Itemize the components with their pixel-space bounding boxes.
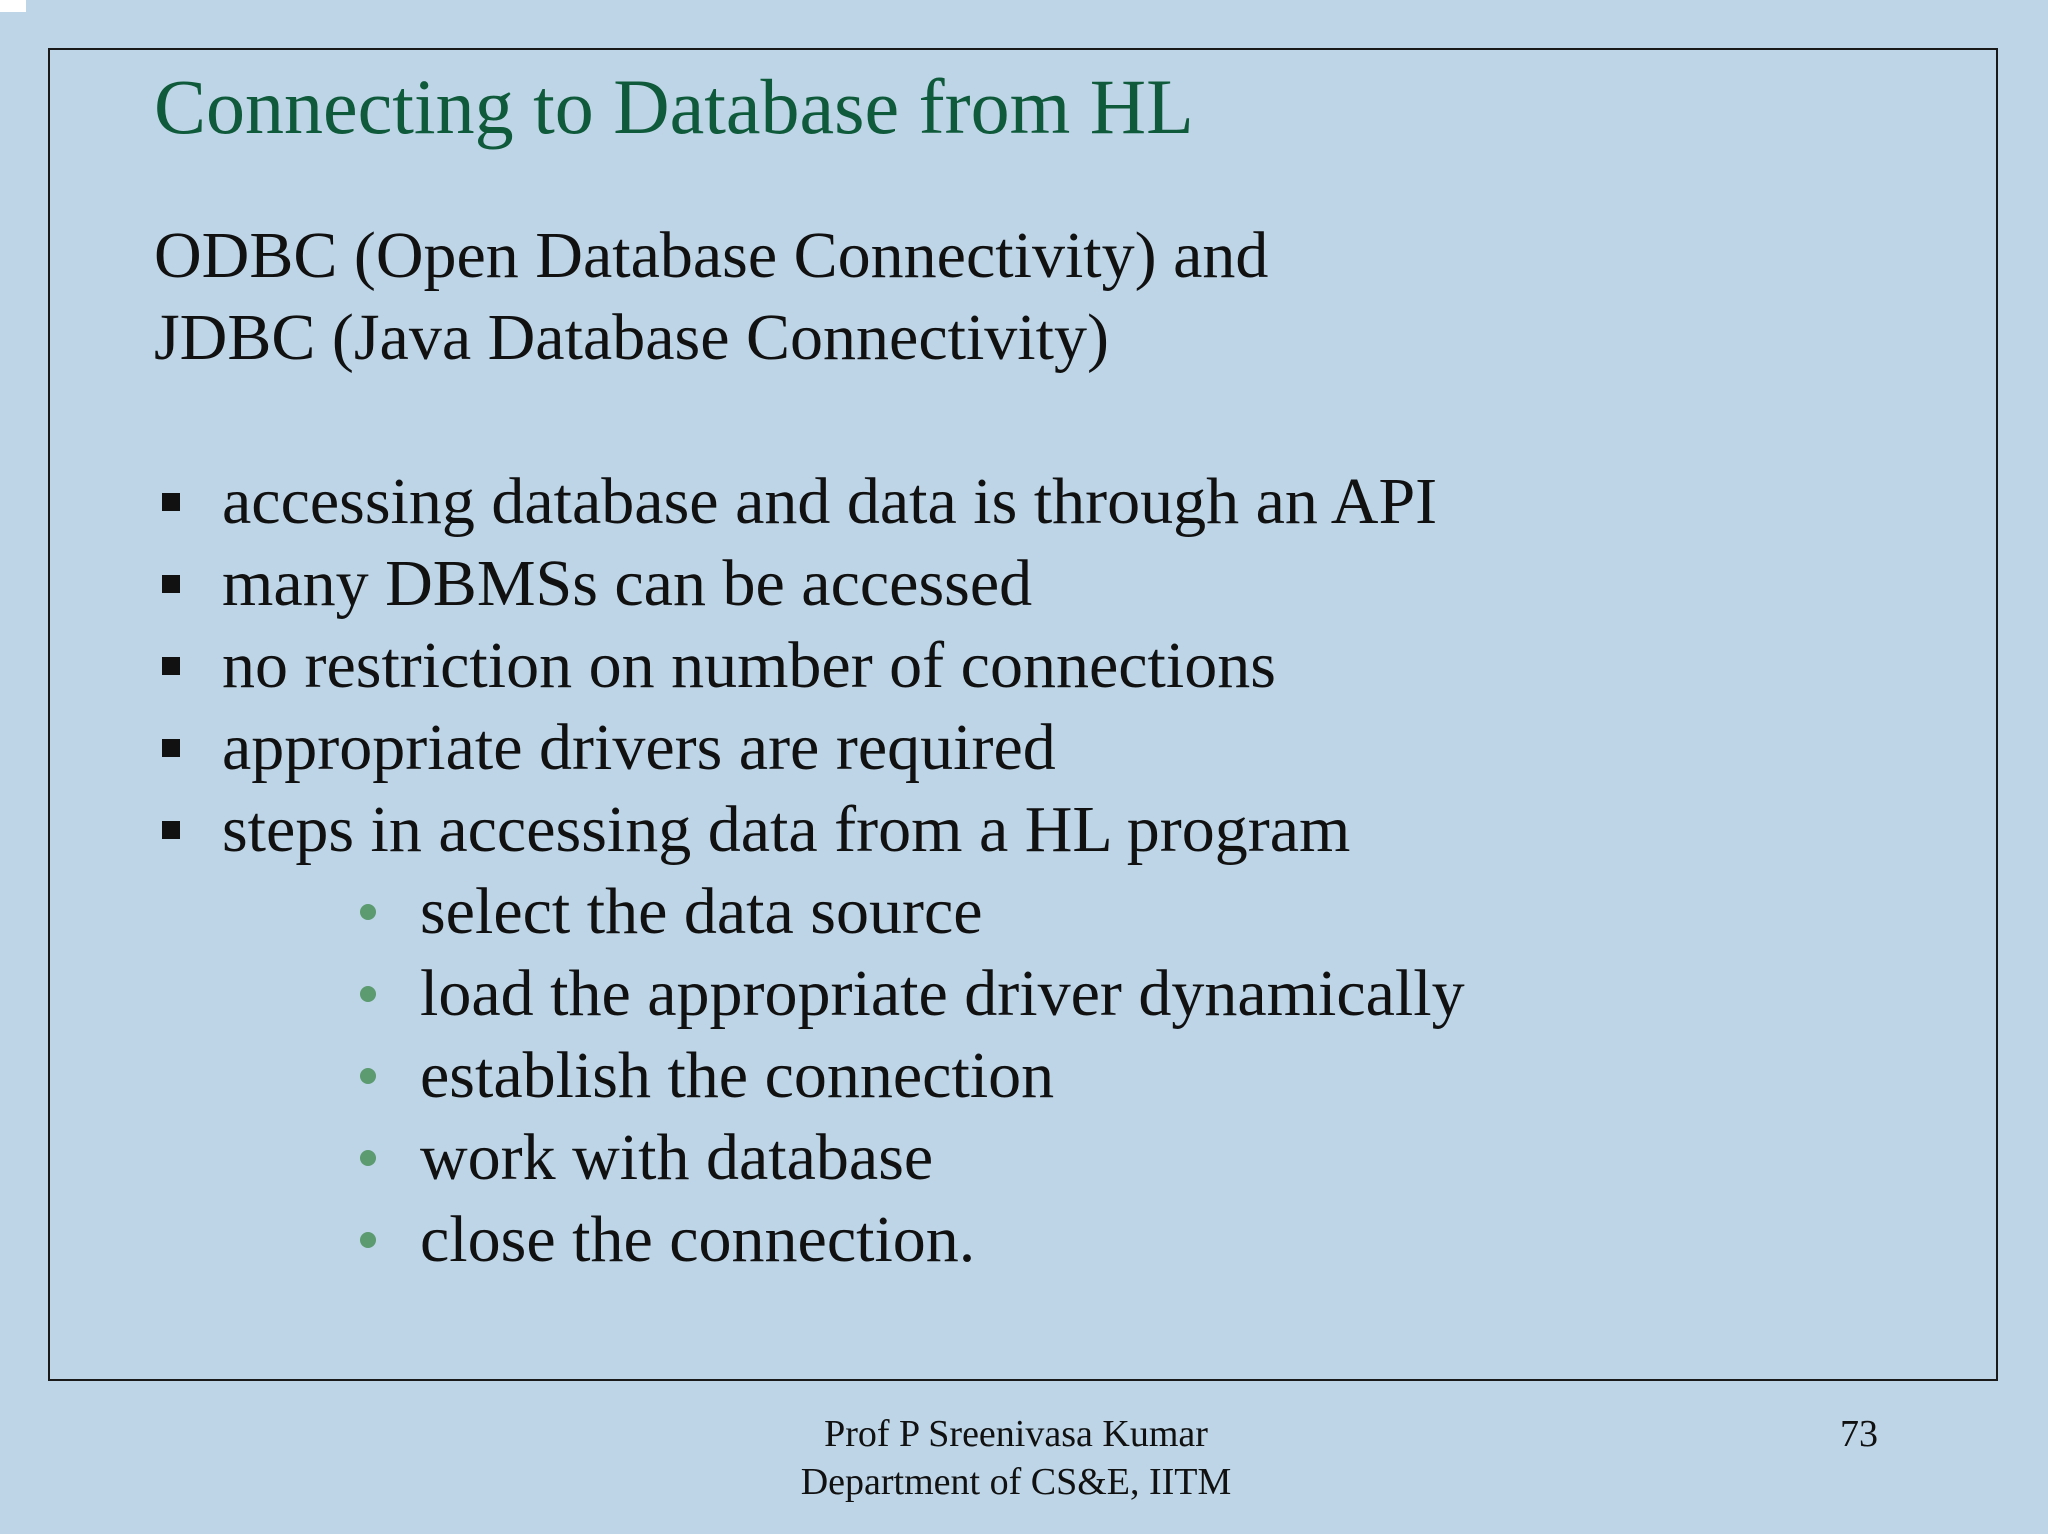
bullet-text: appropriate drivers are required bbox=[222, 711, 1056, 784]
footer-department: Department of CS&E, IITM bbox=[800, 1461, 1232, 1503]
bullet-item bbox=[154, 790, 1350, 870]
bullet-item bbox=[154, 626, 1276, 706]
sub-bullet-text: close the connection. bbox=[420, 1203, 976, 1276]
sub-bullet-item bbox=[360, 1036, 1054, 1116]
bullet-text: steps in accessing data from a HL program bbox=[222, 793, 1351, 866]
bullet-text: many DBMSs can be accessed bbox=[222, 547, 1033, 620]
round-bullet-icon bbox=[360, 904, 376, 920]
bullet-item bbox=[154, 462, 1437, 542]
square-bullet-icon bbox=[162, 739, 180, 757]
sub-bullet-text: work with database bbox=[420, 1121, 934, 1194]
sub-bullet-text: establish the connection bbox=[420, 1039, 1055, 1112]
sub-bullet-text: select the data source bbox=[420, 875, 983, 948]
intro-line-odbc: ODBC (Open Database Connectivity) and bbox=[154, 219, 1269, 292]
round-bullet-icon bbox=[360, 1068, 376, 1084]
bullet-text: no restriction on number of connections bbox=[222, 629, 1276, 702]
corner-mark bbox=[0, 0, 26, 12]
sub-bullet-text: load the appropriate driver dynamically bbox=[420, 957, 1465, 1030]
round-bullet-icon bbox=[360, 1232, 376, 1248]
square-bullet-icon bbox=[162, 657, 180, 675]
square-bullet-icon bbox=[162, 575, 180, 593]
bullet-item bbox=[154, 544, 1032, 624]
sub-bullet-item bbox=[360, 1118, 933, 1198]
slide-title: Connecting to Database from HL bbox=[154, 63, 1194, 150]
square-bullet-icon bbox=[162, 493, 180, 511]
square-bullet-icon bbox=[162, 821, 180, 839]
bullet-text: accessing database and data is through an API bbox=[222, 465, 1438, 538]
sub-bullet-item bbox=[360, 954, 1465, 1034]
round-bullet-icon bbox=[360, 1150, 376, 1166]
sub-bullet-item bbox=[360, 872, 983, 952]
round-bullet-icon bbox=[360, 986, 376, 1002]
page-number: 73 bbox=[1840, 1413, 1878, 1455]
sub-bullet-item bbox=[360, 1200, 975, 1280]
intro-line-jdbc: JDBC (Java Database Connectivity) bbox=[154, 301, 1109, 374]
bullet-item bbox=[154, 708, 1056, 788]
footer-author: Prof P Sreenivasa Kumar bbox=[824, 1413, 1208, 1455]
